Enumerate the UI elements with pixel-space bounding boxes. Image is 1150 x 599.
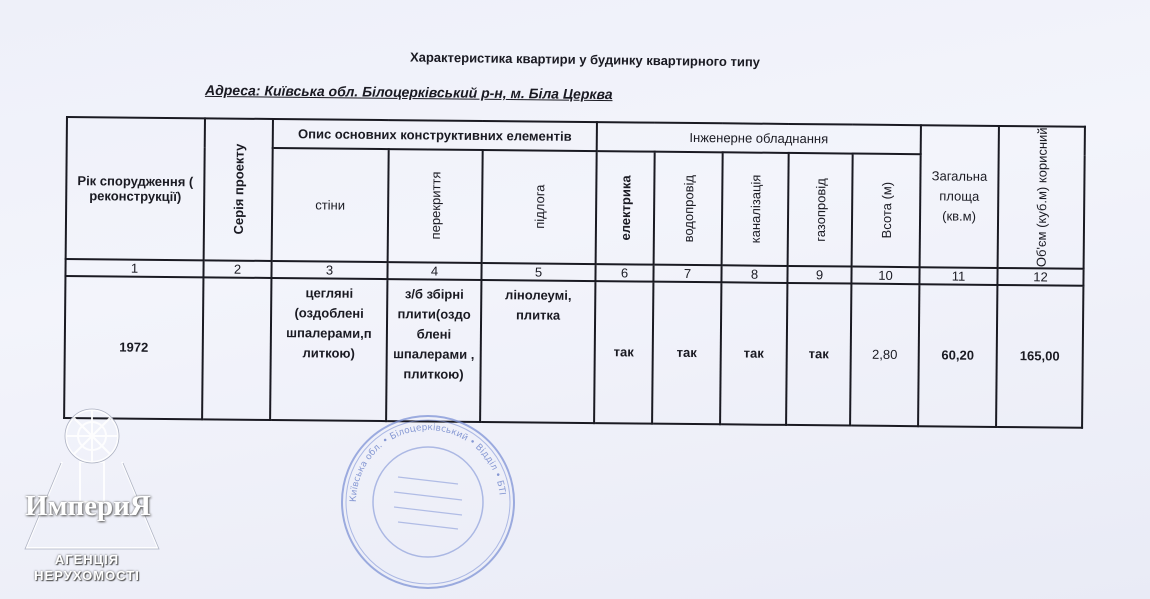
- header-year: [66, 117, 205, 260]
- column-number: 7: [653, 264, 721, 282]
- header-water-label: водопровід: [680, 174, 696, 243]
- column-number: 5: [481, 263, 595, 281]
- agency-logo-name: ИмпериЯ: [25, 490, 151, 522]
- header-series: [204, 118, 273, 260]
- header-year-label: Рік спорудження ( реконструкції): [77, 172, 194, 204]
- header-structural-group: Опис основних конструктивних елементів: [273, 119, 597, 151]
- header-floor-label: підлога: [531, 184, 547, 229]
- document-address: Адреса: Київська обл. Білоцерківський р-н, м. Біла Церква: [204, 81, 613, 103]
- cell-electrical: так: [594, 281, 653, 424]
- cell-walls: цегляні (оздоблені шпалерами,п литкою): [270, 278, 387, 421]
- document-title: Характеристика квартири у будинку квартирного типу: [409, 49, 761, 70]
- header-series-label: Серія проекту: [230, 144, 247, 235]
- header-sewer-label: каналізація: [747, 174, 763, 244]
- header-ceilings: [388, 149, 483, 263]
- header-height-label: Всота (м): [878, 181, 894, 239]
- agency-logo-line2: НЕРУХОМОСТІ: [34, 568, 140, 583]
- column-number: 4: [387, 262, 481, 280]
- cell-series: [202, 277, 271, 420]
- agency-logo-line1: АГЕНЦІЯ: [54, 552, 120, 567]
- cell-floor: лінолеумі, плитка: [480, 280, 595, 423]
- column-number: 8: [721, 265, 787, 283]
- column-number: 11: [919, 267, 997, 285]
- cell-water: так: [652, 281, 721, 424]
- header-floor: [482, 150, 597, 264]
- header-volume-label: Об'єм (куб.м) корисний: [1033, 127, 1050, 268]
- column-number: 9: [787, 266, 851, 284]
- header-sewer: [722, 152, 789, 266]
- cell-volume: 165,00: [996, 285, 1083, 428]
- header-volume: [998, 126, 1085, 269]
- header-walls: стіни: [272, 148, 389, 262]
- column-number: 3: [271, 261, 387, 279]
- header-engineering-group: Інженерне обладнання: [597, 122, 921, 154]
- cell-total-area: 60,20: [918, 284, 997, 427]
- stamp-text: Київська обл. • Білоцерківський • Відділ • БТІ: [348, 422, 507, 503]
- column-number: 2: [203, 260, 271, 278]
- header-electrical: [596, 151, 655, 264]
- header-total-area-label: Загальна площа (кв.м): [931, 168, 988, 224]
- header-gas-label: газопровід: [812, 177, 828, 242]
- characteristics-table: [63, 116, 1086, 429]
- cell-height: 2,80: [850, 283, 919, 426]
- header-total-area: [920, 125, 999, 267]
- cell-sewer: так: [720, 282, 787, 425]
- column-number: 12: [997, 268, 1083, 286]
- column-number: 10: [851, 266, 919, 284]
- header-water: [654, 151, 723, 265]
- column-number: 6: [595, 264, 653, 282]
- column-number: 1: [65, 259, 203, 277]
- cell-ceilings: з/б збірні плити(оздо блені шпалерами , плиткою): [386, 279, 481, 422]
- cell-gas: так: [786, 283, 851, 426]
- header-gas: [788, 153, 853, 267]
- agency-logo-subtitle: [12, 552, 162, 584]
- header-height: [852, 153, 921, 267]
- cell-year: 1972: [64, 276, 203, 419]
- header-ceilings-label: перекриття: [427, 171, 443, 240]
- official-stamp: [338, 412, 518, 592]
- header-electrical-label: електрика: [617, 175, 633, 241]
